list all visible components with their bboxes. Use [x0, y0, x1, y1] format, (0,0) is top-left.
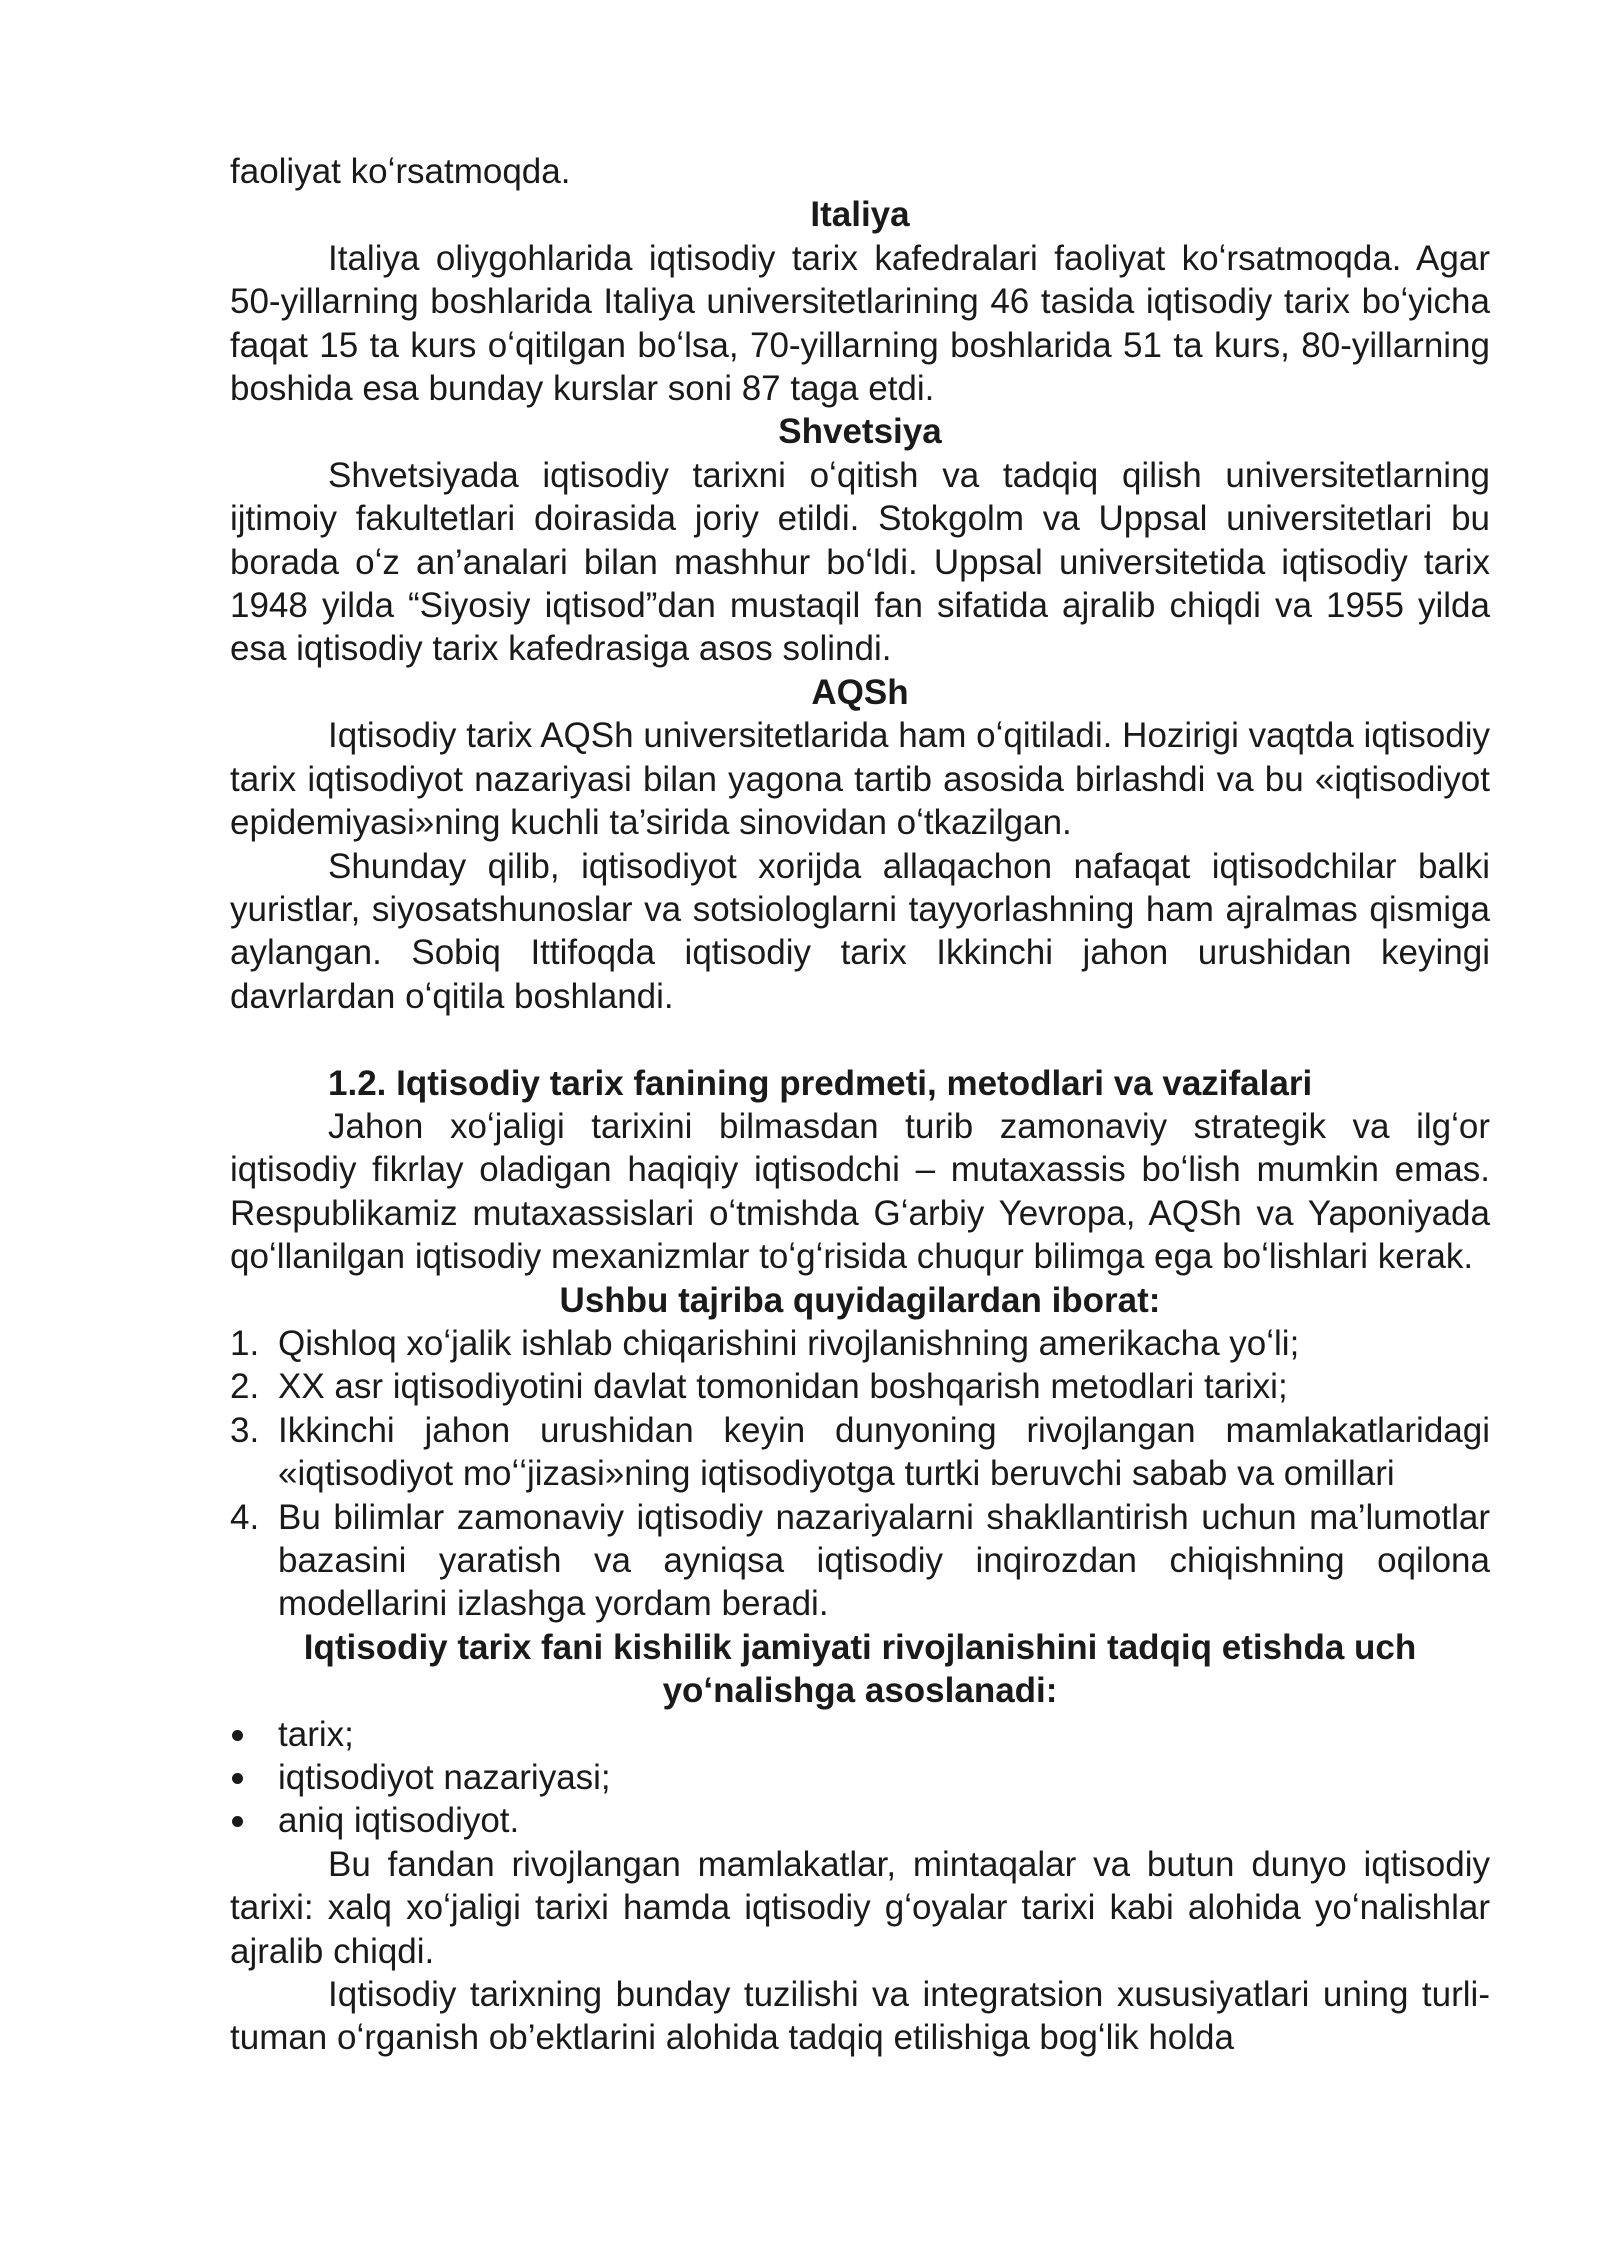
- list-item: [230, 1496, 1490, 1626]
- paragraph-intro: faoliyat koʻrsatmoqda.: [230, 152, 571, 191]
- list-item-text: Ikkinchi jahon urushidan keyin dunyoning rivojlangan mamlakatlaridagi «iqtisodiyot moʻʻjizasi»ning iqtisodiyotga turtki beruvchi sabab va omillari: [278, 1410, 1490, 1494]
- list-item: [230, 1713, 1490, 1756]
- paragraph-jahon: Jahon xoʻjaligi tarixini bilmasdan turib zamonaviy strategik va ilgʻor iqtisodiy fikrlay oladigan haqiqiy iqtisodchi – mutaxassis boʻlish mumkin emas. Respublikamiz mutaxassislari oʻtmishda Gʻarbiy Yevropa, AQSh va Yaponiyada qoʻllanilgan iqtisodiy mexanizmlar toʻgʻrisida chuqur bilimga ega boʻlishlari kerak.: [230, 1106, 1490, 1277]
- list-item: [230, 1365, 1490, 1408]
- list-item-text: aniq iqtisodiyot.: [278, 1801, 520, 1841]
- paragraph-shvetsiya: Shvetsiyada iqtisodiy tarixni oʻqitish va tadqiq qilish universitetlarning ijtimoiy fakultetlari doirasida joriy etildi. Stokgolm va Uppsal universitetlari bu borada oʻz an’analari bilan mashhur boʻldi. Uppsal universitetida iqtisodiy tarix 1948 yilda “Siyosiy iqtisod”dan mustaqil fan sifatida ajralib chiqdi va 1955 yilda esa iqtisodiy tarix kafedrasiga asos solindi.: [230, 455, 1490, 669]
- document-page: [230, 150, 1490, 2060]
- list-number: 1.: [230, 1323, 260, 1363]
- paragraph-italiya: Italiya oliygohlarida iqtisodiy tarix kafedralari faoliyat koʻrsatmoqda. Agar 50-yillarning boshlarida Italiya universitetlarining 46 tasida iqtisodiy tarix boʻyicha faqat 15 ta kurs oʻqitilgan boʻlsa, 70-yillarning boshlarida 51 ta kurs, 80-yillarning boshida esa bunday kurslar soni 87 taga etdi.: [230, 238, 1490, 409]
- paragraph-last: Iqtisodiy tarixning bunday tuzilishi va integratsion xususiyatlari uning turli-tuman oʻrganish ob’ektlarini alohida tadqiq etilishiga bogʻlik holda: [230, 1975, 1490, 2058]
- list-item-text: Qishloq xoʻjalik ishlab chiqarishini rivojlanishning amerikacha yoʻli;: [278, 1323, 1300, 1363]
- bullet-icon: [232, 1773, 243, 1784]
- heading-yonalish: Iqtisodiy tarix fani kishilik jamiyati rivojlanishini tadqiq etishda uch yoʻnalishga asoslanadi:: [303, 1627, 1417, 1711]
- list-number: 4.: [230, 1497, 260, 1537]
- bullet-list: [230, 1713, 1490, 1843]
- list-number: 3.: [230, 1410, 260, 1450]
- list-item-text: iqtisodiyot nazariyasi;: [278, 1758, 611, 1798]
- heading-aqsh: AQSh: [811, 672, 909, 712]
- list-item-text: XX asr iqtisodiyotini davlat tomonidan boshqarish metodlari tarixi;: [278, 1367, 1288, 1407]
- list-item: [230, 1322, 1490, 1365]
- list-item: [230, 1756, 1490, 1799]
- list-number: 2.: [230, 1367, 260, 1407]
- heading-shvetsiya: Shvetsiya: [778, 412, 942, 452]
- list-item-text: tarix;: [278, 1714, 354, 1754]
- paragraph-shunday: Shunday qilib, iqtisodiyot xorijda allaqachon nafaqat iqtisodchilar balki yuristlar, siyosatshunoslar va sotsiologlarni tayyorlashning ham ajralmas qismiga aylangan. Sobiq Ittifoqda iqtisodiy tarix Ikkinchi jahon urushidan keyingi davrlardan oʻqitila boshlandi.: [230, 846, 1490, 1016]
- list-item: [230, 1409, 1490, 1496]
- paragraph-fandan: Bu fandan rivojlangan mamlakatlar, mintaqalar va butun dunyo iqtisodiy tarixi: xalq xoʻjaligi tarixi hamda iqtisodiy gʻoyalar tarixi kabi alohida yoʻnalishlar ajralib chiqdi.: [230, 1844, 1490, 1971]
- list-item: [230, 1799, 1490, 1842]
- heading-tajriba: Ushbu tajriba quyidagilardan iborat:: [559, 1280, 1161, 1320]
- list-item-text: Bu bilimlar zamonaviy iqtisodiy nazariyalarni shakllantirish uchun ma’lumotlar bazasini yaratish va ayniqsa iqtisodiy inqirozdan chiqishning oqilona modellarini izlashga yordam beradi.: [278, 1497, 1490, 1624]
- bullet-icon: [232, 1730, 243, 1741]
- numbered-list: [230, 1322, 1490, 1626]
- paragraph-aqsh: Iqtisodiy tarix AQSh universitetlarida ham oʻqitiladi. Hozirigi vaqtda iqtisodiy tarix iqtisodiyot nazariyasi bilan yagona tartib asosida birlashdi va bu «iqtisodiyot epidemiyasi»ning kuchli ta’sirida sinovidan oʻtkazilgan.: [230, 716, 1490, 843]
- heading-italiya: Italiya: [810, 195, 910, 235]
- bullet-icon: [232, 1816, 243, 1827]
- section-title: 1.2. Iqtisodiy tarix fanining predmeti, metodlari va vazifalari: [328, 1063, 1313, 1103]
